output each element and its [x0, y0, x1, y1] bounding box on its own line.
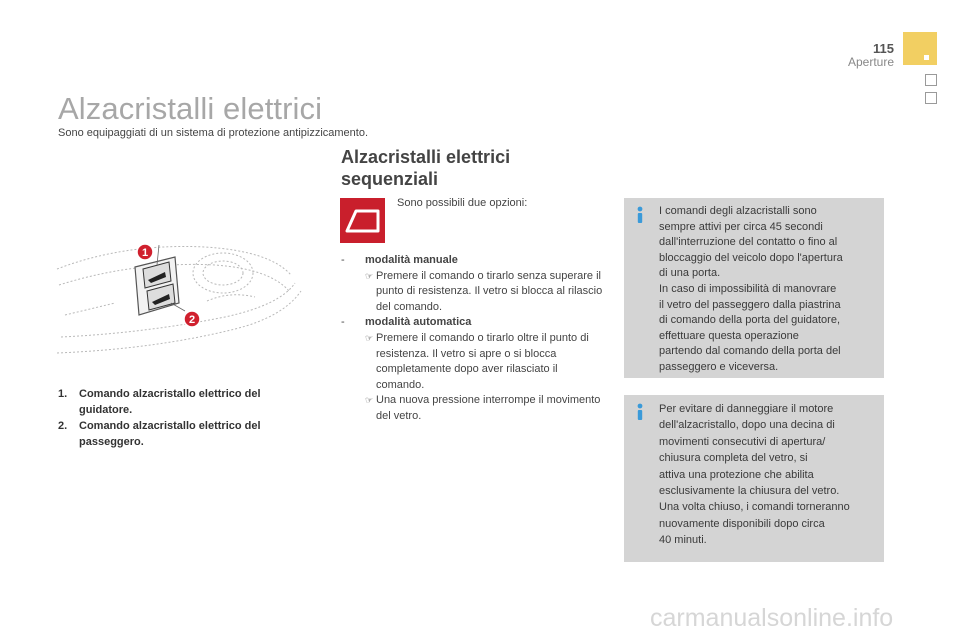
info-box	[624, 395, 884, 562]
list-dash: -	[341, 316, 345, 329]
step-text: Premere il comando o tirarlo senza superare il punto di resistenza. Il vetro si blocca al rilascio del comando.	[376, 269, 603, 313]
section-title-line: Alzacristalli elettrici	[341, 147, 511, 167]
mode-item	[341, 253, 603, 269]
list-dash: -	[341, 254, 345, 266]
info-icon	[632, 206, 648, 224]
page-number: 115	[873, 41, 894, 56]
caption-item	[58, 418, 303, 450]
chapter-tab[interactable]	[925, 92, 937, 104]
figure-caption	[58, 386, 303, 450]
svg-text:1: 1	[141, 247, 149, 259]
pointing-hand-icon: ☞	[365, 270, 374, 281]
intro-text: Sono possibili due opzioni:	[397, 197, 528, 209]
info-line: di una porta.	[659, 267, 721, 280]
chapter-tab-active[interactable]	[903, 32, 937, 65]
info-line: sempre attivi per circa 45 secondi	[659, 220, 823, 233]
info-line: partendo dal comando della porta del	[659, 345, 841, 358]
window-switch-illustration	[55, 225, 305, 375]
svg-text:2: 2	[188, 314, 196, 326]
mode-step	[341, 269, 603, 316]
mode-step	[341, 393, 603, 424]
info-line: dall'interruzione del contatto o fino al	[659, 236, 838, 249]
page-title: Alzacristalli elettrici	[58, 91, 323, 126]
section-title-line: sequenziali	[341, 169, 439, 189]
mode-label: modalità manuale	[365, 254, 458, 266]
section-name: Aperture	[847, 55, 894, 69]
info-line: nuovamente disponibili dopo circa	[659, 517, 825, 530]
info-line: passeggero e viceversa.	[659, 360, 779, 373]
info-line: il vetro del passeggero dalla piastrina	[659, 298, 841, 311]
section-title	[341, 146, 581, 190]
pointing-hand-icon: ☞	[365, 332, 374, 343]
info-line: Una volta chiuso, i comandi torneranno	[659, 501, 850, 514]
info-line: In caso di impossibilità di manovrare	[659, 282, 837, 295]
tab-marker	[924, 55, 929, 60]
info-line: bloccaggio del veicolo dopo l'apertura	[659, 251, 843, 264]
watermark: carmanualsonline.info	[650, 604, 894, 632]
info-line: effettuare questa operazione	[659, 329, 799, 342]
caption-text: Comando alzacristallo elettrico del guidatore.	[79, 388, 261, 416]
window-switch-icon	[340, 198, 385, 243]
mode-label: modalità automatica	[365, 316, 472, 329]
caption-text: Comando alzacristallo elettrico del passeggero.	[79, 420, 261, 448]
info-box	[624, 198, 884, 378]
step-text: Premere il comando o tirarlo oltre il punto di resistenza. Il vetro si apre o si blocca completamente dopo aver rilasciato il comando.	[376, 331, 589, 391]
mode-item	[341, 315, 603, 331]
info-line: esclusivamente la chiusura del vetro.	[659, 485, 840, 498]
mode-step	[341, 331, 603, 393]
info-line: attiva una protezione che abilita	[659, 468, 814, 481]
caption-number: 1.	[58, 388, 68, 400]
info-line: chiusura completa del vetro, si	[659, 452, 808, 465]
info-line: Per evitare di danneggiare il motore	[659, 403, 834, 415]
page-subtitle: Sono equipaggiati di un sistema di protezione antipizzicamento.	[58, 127, 369, 139]
info-line: I comandi degli alzacristalli sono	[659, 205, 817, 217]
info-line: di comando della porta del guidatore,	[659, 314, 841, 327]
info-line: movimenti consecutivi di apertura/	[659, 435, 826, 448]
info-text	[659, 204, 881, 376]
info-text	[659, 401, 881, 549]
chapter-tab[interactable]	[925, 74, 937, 86]
pointing-hand-icon: ☞	[365, 395, 374, 406]
info-icon	[632, 403, 648, 421]
info-line: dell'alzacristallo, dopo una decina di	[659, 419, 835, 432]
caption-number: 2.	[58, 420, 68, 432]
info-line: 40 minuti.	[659, 534, 707, 547]
mode-list	[341, 253, 603, 425]
step-text: Una nuova pressione interrompe il movimento del vetro.	[376, 394, 601, 422]
caption-item	[58, 386, 303, 418]
